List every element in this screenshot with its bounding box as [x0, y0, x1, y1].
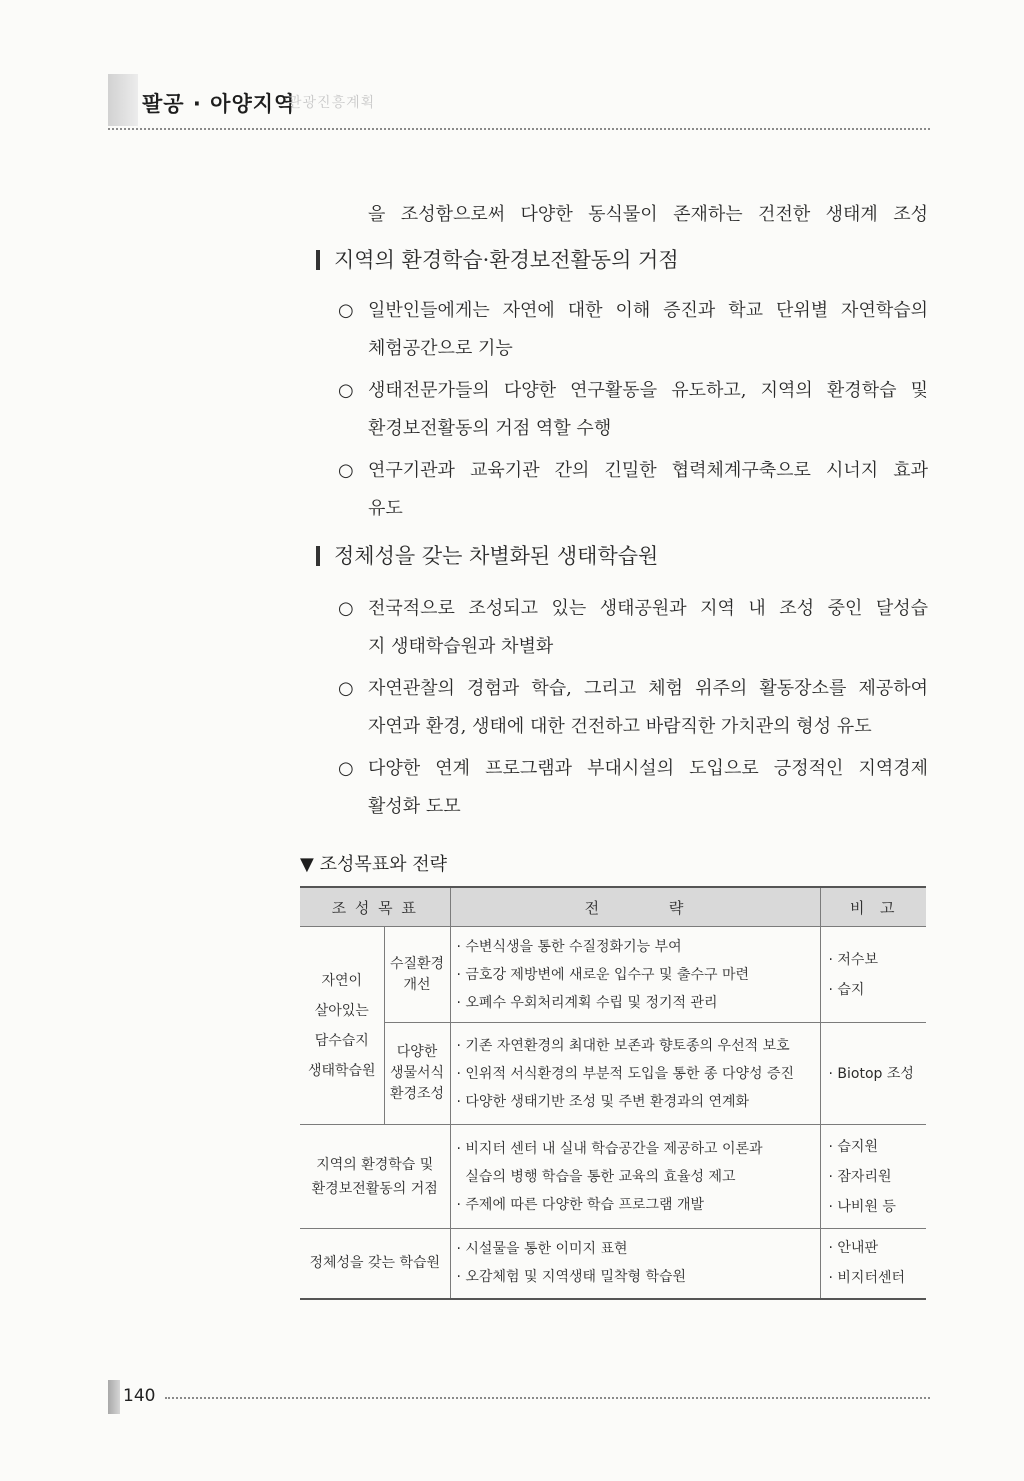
table-caption: ▼ 조성목표와 전략	[300, 854, 448, 875]
goal-line: 환경보전활동의 거점	[311, 1180, 438, 1197]
goal-cell	[300, 927, 384, 1125]
bullet-line: 환경보전활동의 거점 역할 수행	[368, 418, 612, 439]
bullet-line: 생태전문가들의 다양한 연구활동을 유도하고, 지역의 환경학습 및	[368, 380, 928, 401]
strategy-item: · 다양한 생태기반 조성 및 주변 환경과의 연계화	[456, 1093, 750, 1110]
remark-item: · 나비원 등	[828, 1198, 896, 1215]
goal-line: 생태학습원	[307, 1062, 376, 1079]
goal-line: 살아있는	[314, 1002, 369, 1019]
remark-item: · Biotop 조성	[828, 1065, 914, 1082]
bullet-line: 전국적으로 조성되고 있는 생태공원과 지역 내 조성 중인 달성습	[368, 598, 928, 619]
subgoal-cell	[384, 927, 450, 1023]
strategy-item: · 수변식생을 통한 수질정화기능 부여	[456, 938, 682, 955]
subgoal-line: 생물서식	[389, 1065, 445, 1081]
remarks-cell	[820, 1229, 926, 1299]
bullet-line: 체험공간으로 기능	[368, 338, 513, 359]
header-title: 팔공 · 아양지역	[142, 92, 296, 116]
strategy-item: · 시설물을 통한 이미지 표현	[456, 1241, 628, 1258]
remarks-cell	[820, 927, 926, 1023]
strategy-item: · 비지터 센터 내 실내 학습공간을 제공하고 이론과	[456, 1140, 763, 1157]
bullet-item	[338, 670, 928, 746]
bullet-line: 유도	[368, 498, 403, 519]
remarks-cell	[820, 1125, 926, 1229]
strategy-item: · 오폐수 우회처리계획 수립 및 정기적 관리	[456, 994, 718, 1011]
bullet-item	[338, 292, 928, 368]
remark-item: · 비지터센터	[828, 1270, 906, 1287]
subgoal-line: 수질환경	[389, 955, 445, 972]
strategy-cell	[450, 1023, 820, 1125]
footer-divider	[165, 1397, 930, 1399]
intro-line: 을 조성함으로써 다양한 동식물이 존재하는 건전한 생태계 조성	[368, 204, 928, 225]
subgoal-line: 다양한	[396, 1044, 438, 1060]
subgoal-line: 개선	[403, 976, 431, 993]
header-subtitle: 관광진흥계획	[288, 95, 376, 111]
circle-bullet-icon: ○	[338, 598, 354, 619]
header-goal: 조 성 목 표	[300, 887, 450, 927]
bullet-item	[338, 452, 928, 528]
section-heading-2	[316, 540, 658, 570]
footer-tab-marker	[108, 1380, 120, 1414]
strategy-item: · 인위적 서식환경의 부분적 도입을 통한 종 다양성 증진	[456, 1065, 795, 1082]
strategy-cell	[450, 927, 820, 1023]
bullet-line: 자연과 환경, 생태에 대한 건전하고 바람직한 가치관의 형성 유도	[368, 716, 872, 737]
section-heading-1-text: 지역의 환경학습·환경보전활동의 거점	[334, 248, 679, 272]
bullet-line: 연구기관과 교육기관 간의 긴밀한 협력체계구축으로 시너지 효과	[368, 460, 928, 481]
subgoal-cell	[384, 1023, 450, 1125]
goal-line: 정체성을 갖는 학습원	[309, 1255, 441, 1272]
header-remarks: 비 고	[820, 887, 926, 927]
bullet-line: 일반인들에게는 자연에 대한 이해 증진과 학교 단위별 자연학습의	[368, 300, 928, 321]
bullet-line: 지 생태학습원과 차별화	[368, 636, 554, 657]
strategy-item: 실습의 병행 학습을 통한 교육의 효율성 제고	[456, 1168, 736, 1185]
heading-bar-icon	[316, 546, 320, 566]
strategy-item: · 오감체험 및 지역생태 밀착형 학습원	[456, 1269, 687, 1286]
bullet-line: 활성화 도모	[368, 796, 461, 817]
goal-line: 지역의 환경학습 및	[316, 1156, 434, 1173]
remark-item: · 잠자리원	[828, 1168, 892, 1185]
section-heading-1	[316, 244, 679, 274]
bullet-line: 자연관찰의 경험과 학습, 그리고 체험 위주의 활동장소를 제공하여	[368, 678, 928, 699]
remark-item: · 습지원	[828, 1138, 878, 1155]
header-tab-marker	[108, 74, 138, 126]
remark-item: · 안내판	[828, 1240, 878, 1257]
goal-cell	[300, 1125, 450, 1229]
circle-bullet-icon: ○	[338, 758, 354, 779]
table-header-row	[300, 887, 926, 927]
strategy-cell	[450, 1229, 820, 1299]
goal-line: 담수습지	[314, 1032, 369, 1049]
section-heading-2-text: 정체성을 갖는 차별화된 생태학습원	[334, 544, 659, 568]
strategy-cell	[450, 1125, 820, 1229]
page-number: 140	[123, 1386, 156, 1406]
table-row	[300, 1023, 926, 1125]
bullet-item	[338, 750, 928, 826]
remark-item: · 저수보	[828, 951, 878, 968]
remark-item: · 습지	[828, 981, 865, 998]
circle-bullet-icon: ○	[338, 460, 354, 481]
heading-bar-icon	[316, 250, 320, 270]
bullet-item	[338, 590, 928, 666]
bullet-line: 다양한 연계 프로그램과 부대시설의 도입으로 긍정적인 지역경제	[368, 758, 928, 779]
strategy-table	[300, 886, 926, 1300]
strategy-item: · 금호강 제방변에 새로운 입수구 및 출수구 마련	[456, 966, 750, 983]
header-strategy: 전 략	[450, 887, 820, 927]
subgoal-line: 환경조성	[389, 1086, 445, 1102]
circle-bullet-icon: ○	[338, 678, 354, 699]
header-divider	[108, 128, 930, 130]
goal-line: 자연이	[321, 972, 363, 989]
table-row	[300, 1229, 926, 1299]
strategy-item: · 기존 자연환경의 최대한 보존과 향토종의 우선적 보호	[456, 1037, 790, 1054]
circle-bullet-icon: ○	[338, 300, 354, 321]
strategy-item: · 주제에 따른 다양한 학습 프로그램 개발	[456, 1196, 705, 1213]
table-row	[300, 1125, 926, 1229]
bullet-item	[338, 372, 928, 448]
remarks-cell	[820, 1023, 926, 1125]
goal-cell	[300, 1229, 450, 1299]
table-row	[300, 927, 926, 1023]
circle-bullet-icon: ○	[338, 380, 354, 401]
